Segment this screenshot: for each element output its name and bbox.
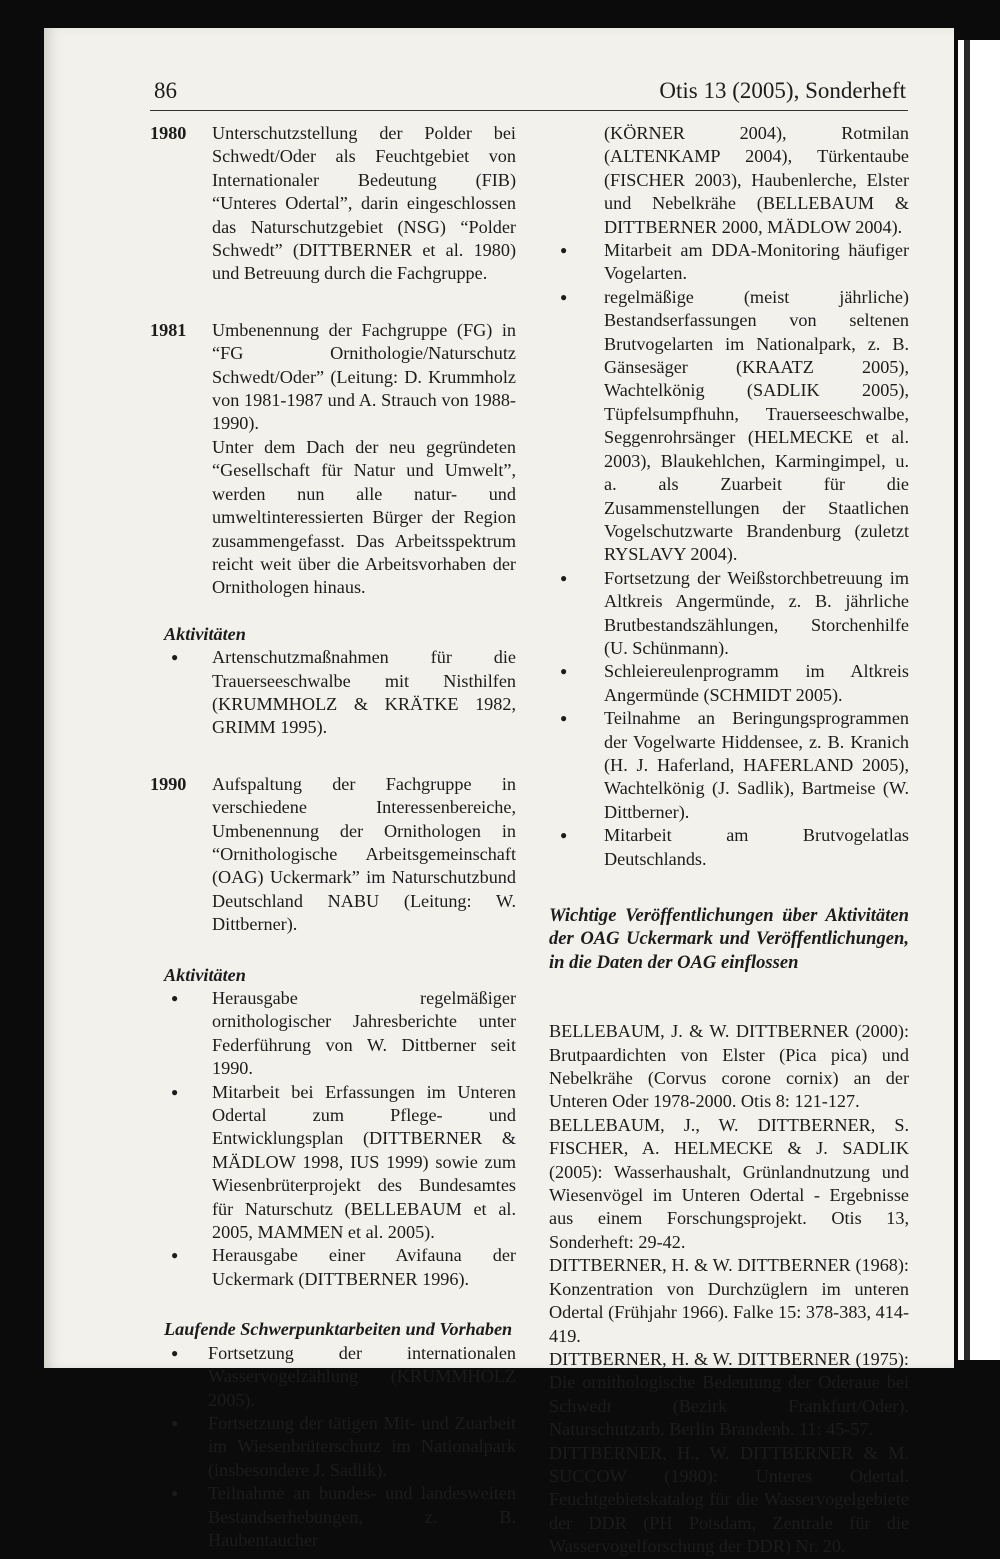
list-item: ● regelmäßige (meist jährliche) Bestandserfassungen von seltenen Brutvogelarten im Nationalpark, z. B. Gänsesäger (KRAATZ 2005), Wachtelkönig (SADLIK 2005), Tüpfelsumpfhuhn, Trauerseeschwalbe, Seggenrohrsänger (HELMECKE et al. 2003), Blaukehlchen, Karmingimpel, u. a. als Zuarbeit für die Zusammenstellungen der Staatlichen Vogelschutzwarte Brandenburg (zuletzt RYSLAVY 2004). <box>560 286 909 565</box>
list-item: ● Herausgabe regelmäßiger ornithologischer Jahresberichte unter Federführung von W. Dittberner seit 1990. <box>171 988 516 1079</box>
list-item: ● Fortsetzung der internationalen Wasservogelzählung (KRUMMHOLZ 2005). <box>171 1342 516 1410</box>
entry-text: Unter dem Dach der neu gegründeten “Gesellschaft für Natur und Umwelt”, werden nun alle natur- und umweltinteressierten Bürger der Region zusammengefasst. Das Arbeitsspektrum reicht weit über die Arbeitsvorhaben der Ornithologen hinaus. <box>212 436 516 598</box>
bullet-icon: ● <box>560 243 568 258</box>
list-item: ● Mitarbeit am Brutvogelatlas Deutschlands. <box>560 825 909 869</box>
bullet-icon: ● <box>171 650 179 665</box>
list-item: ● Teilnahme an bundes- und landesweiten Bestandserhebungen, z. B. Haubentaucher <box>171 1483 516 1550</box>
bullet-icon: ● <box>560 570 568 585</box>
right-column <box>549 122 909 1559</box>
list-item: ● Herausgabe einer Avifauna der Uckermark (DITTBERNER 1996). <box>171 1245 516 1289</box>
timeline-entry-1990 <box>150 773 516 937</box>
bullet-icon: ● <box>560 664 568 679</box>
list-item: ● Mitarbeit am DDA-Monitoring häufiger Vogelarten. <box>560 240 909 284</box>
bullet-list <box>150 1342 516 1553</box>
list-item: ● Teilnahme an Beringungsprogrammen der Vogelwarte Hiddensee, z. B. Kranich (H. J. Haferland, HAFERLAND 2005), Wachtelkönig (J. Sadlik), Bartmeise (W. Dittberner). <box>560 708 909 822</box>
bullet-icon: ● <box>560 828 568 843</box>
timeline-entry-1980 <box>150 122 516 286</box>
list-item: ● Schleiereulenprogramm im Altkreis Angermünde (SCHMIDT 2005). <box>560 661 909 705</box>
bullet-list <box>150 987 516 1291</box>
list-item: ● Fortsetzung der Weißstorchbetreuung im Altkreis Angermünde, z. B. jährliche Brutbestandszählungen, Storchenhilfe (U. Schünmann). <box>560 567 909 658</box>
section-heading-aktivitaeten: Aktivitäten <box>164 964 246 985</box>
page-gutter-shadow <box>964 40 970 1360</box>
reference-list <box>549 1020 909 1558</box>
reference-item: DITTBERNER, H. & W. DITTBERNER (1975): Die ornithologische Bedeutung der Oderaue bei Schwedt (Bezirk Frankfurt/Oder). Naturschutzarb. Berlin Brandenb. 11: 45-57. <box>549 1348 909 1440</box>
bullet-icon: ● <box>171 1415 179 1430</box>
section-heading-laufende: Laufende Schwerpunktarbeiten und Vorhaben <box>164 1319 513 1340</box>
bullet-icon: ● <box>560 289 568 304</box>
reference-item: BELLEBAUM, J., W. DITTBERNER, S. FISCHER, A. HELMECKE & J. SADLIK (2005): Wasserhaushalt, Grünlandnutzung und Wiesenvögel im Unteren Odertal - Ergebnisse aus einem Forschungsprojekt. Otis 13, Sonderheft: 29-42. <box>549 1114 909 1252</box>
entry-text: Aufspaltung der Fachgruppe in verschiedene Interessenbereiche, Umbenennung der Ornithologen in “Ornithologische Arbeitsgemeinschaft (OAG) Uckermark” im Naturschutzbund Deutschland NABU (Leitung: W. Dittberner). <box>212 773 516 935</box>
year-label: 1980 <box>150 123 187 143</box>
bullet-list <box>150 646 516 740</box>
list-item: ● Fortsetzung der tätigen Mit- und Zuarbeit im Wiesenbrüterschutz im Nationalpark (insbesondere J. Sadlik). <box>171 1412 516 1480</box>
bullet-icon: ● <box>171 1084 179 1099</box>
reference-item: DITTBERNER, H. & W. DITTBERNER (1968): Konzentration von Durchzüglern im unteren Odertal (Frühjahr 1966). Falke 15: 378-383, 414-419. <box>549 1255 909 1346</box>
timeline-entry-1981 <box>150 319 516 600</box>
list-item: ● Artenschutzmaßnahmen für die Trauerseeschwalbe mit Nisthilfen (KRUMMHOLZ & KRÄTKE 1982, GRIMM 1995). <box>171 647 516 738</box>
entry-text: Unterschutzstellung der Polder bei Schwedt/Oder als Feuchtgebiet von Internationaler Bedeutung (FIB) “Unteres Odertal”, darin eingeschlossen das Naturschutzgebiet (NSG) “Polder Schwedt” (DITTBERNER et al. 1980) und Betreuung durch die Fachgruppe. <box>212 123 516 284</box>
running-title: Otis 13 (2005), Sonderheft <box>659 78 906 103</box>
page-number: 86 <box>154 78 177 103</box>
bullet-icon: ● <box>171 1486 179 1501</box>
section-heading-aktivitaeten: Aktivitäten <box>164 623 246 644</box>
list-item: ● Mitarbeit bei Erfassungen im Unteren Odertal zum Pflege- und Entwicklungsplan (DITTBERNER & MÄDLOW 1998, IUS 1999) sowie zum Wiesenbrüterprojekt des Bundesamtes für Naturschutz (BELLEBAUM et al. 2005, MAMMEN et al. 2005). <box>171 1081 516 1243</box>
bullet-list <box>549 239 909 871</box>
bullet-icon: ● <box>560 711 568 726</box>
reference-item: BELLEBAUM, J. & W. DITTBERNER (2000): Brutpaardichten von Elster (Pica pica) und Nebelkrähe (Corvus corone cornix) an der Unteren Oder 1978-2000. Otis 8: 121-127. <box>549 1021 909 1112</box>
reference-item: DITTBERNER, H., W. DITTBERNER & M. SUCCOW (1980): Unteres Odertal. Feuchtgebietskatalog für die Wasservogelgebiete der DDR (PH Potsdam, Zentrale für die Wasservogelforschung der DDR) Nr. 20. <box>549 1442 909 1557</box>
page-header <box>150 76 908 111</box>
publications-heading: Wichtige Veröffentlichungen über Aktivitäten der OAG Uckermark und Veröffentlichungen, in die Daten der OAG einflossen <box>549 905 909 973</box>
bullet-icon: ● <box>171 1248 179 1263</box>
year-label: 1981 <box>150 319 187 340</box>
entry-text: Umbenennung der Fachgruppe (FG) in “FG Ornithologie/Naturschutz Schwedt/Oder” (Leitung: D. Krummholz von 1981-1987 und A. Strauch von 1988-1990). <box>212 319 516 434</box>
continued-list-text: (KÖRNER 2004), Rotmilan (ALTENKAMP 2004), Türkentaube (FISCHER 2003), Haubenlerche, Elster und Nebelkrähe (BELLEBAUM & DITTBERNER 2000, MÄDLOW 2004). <box>604 123 909 237</box>
bullet-icon: ● <box>171 1345 179 1360</box>
year-label: 1990 <box>150 773 187 794</box>
left-column <box>150 122 516 1552</box>
bullet-icon: ● <box>171 991 179 1005</box>
